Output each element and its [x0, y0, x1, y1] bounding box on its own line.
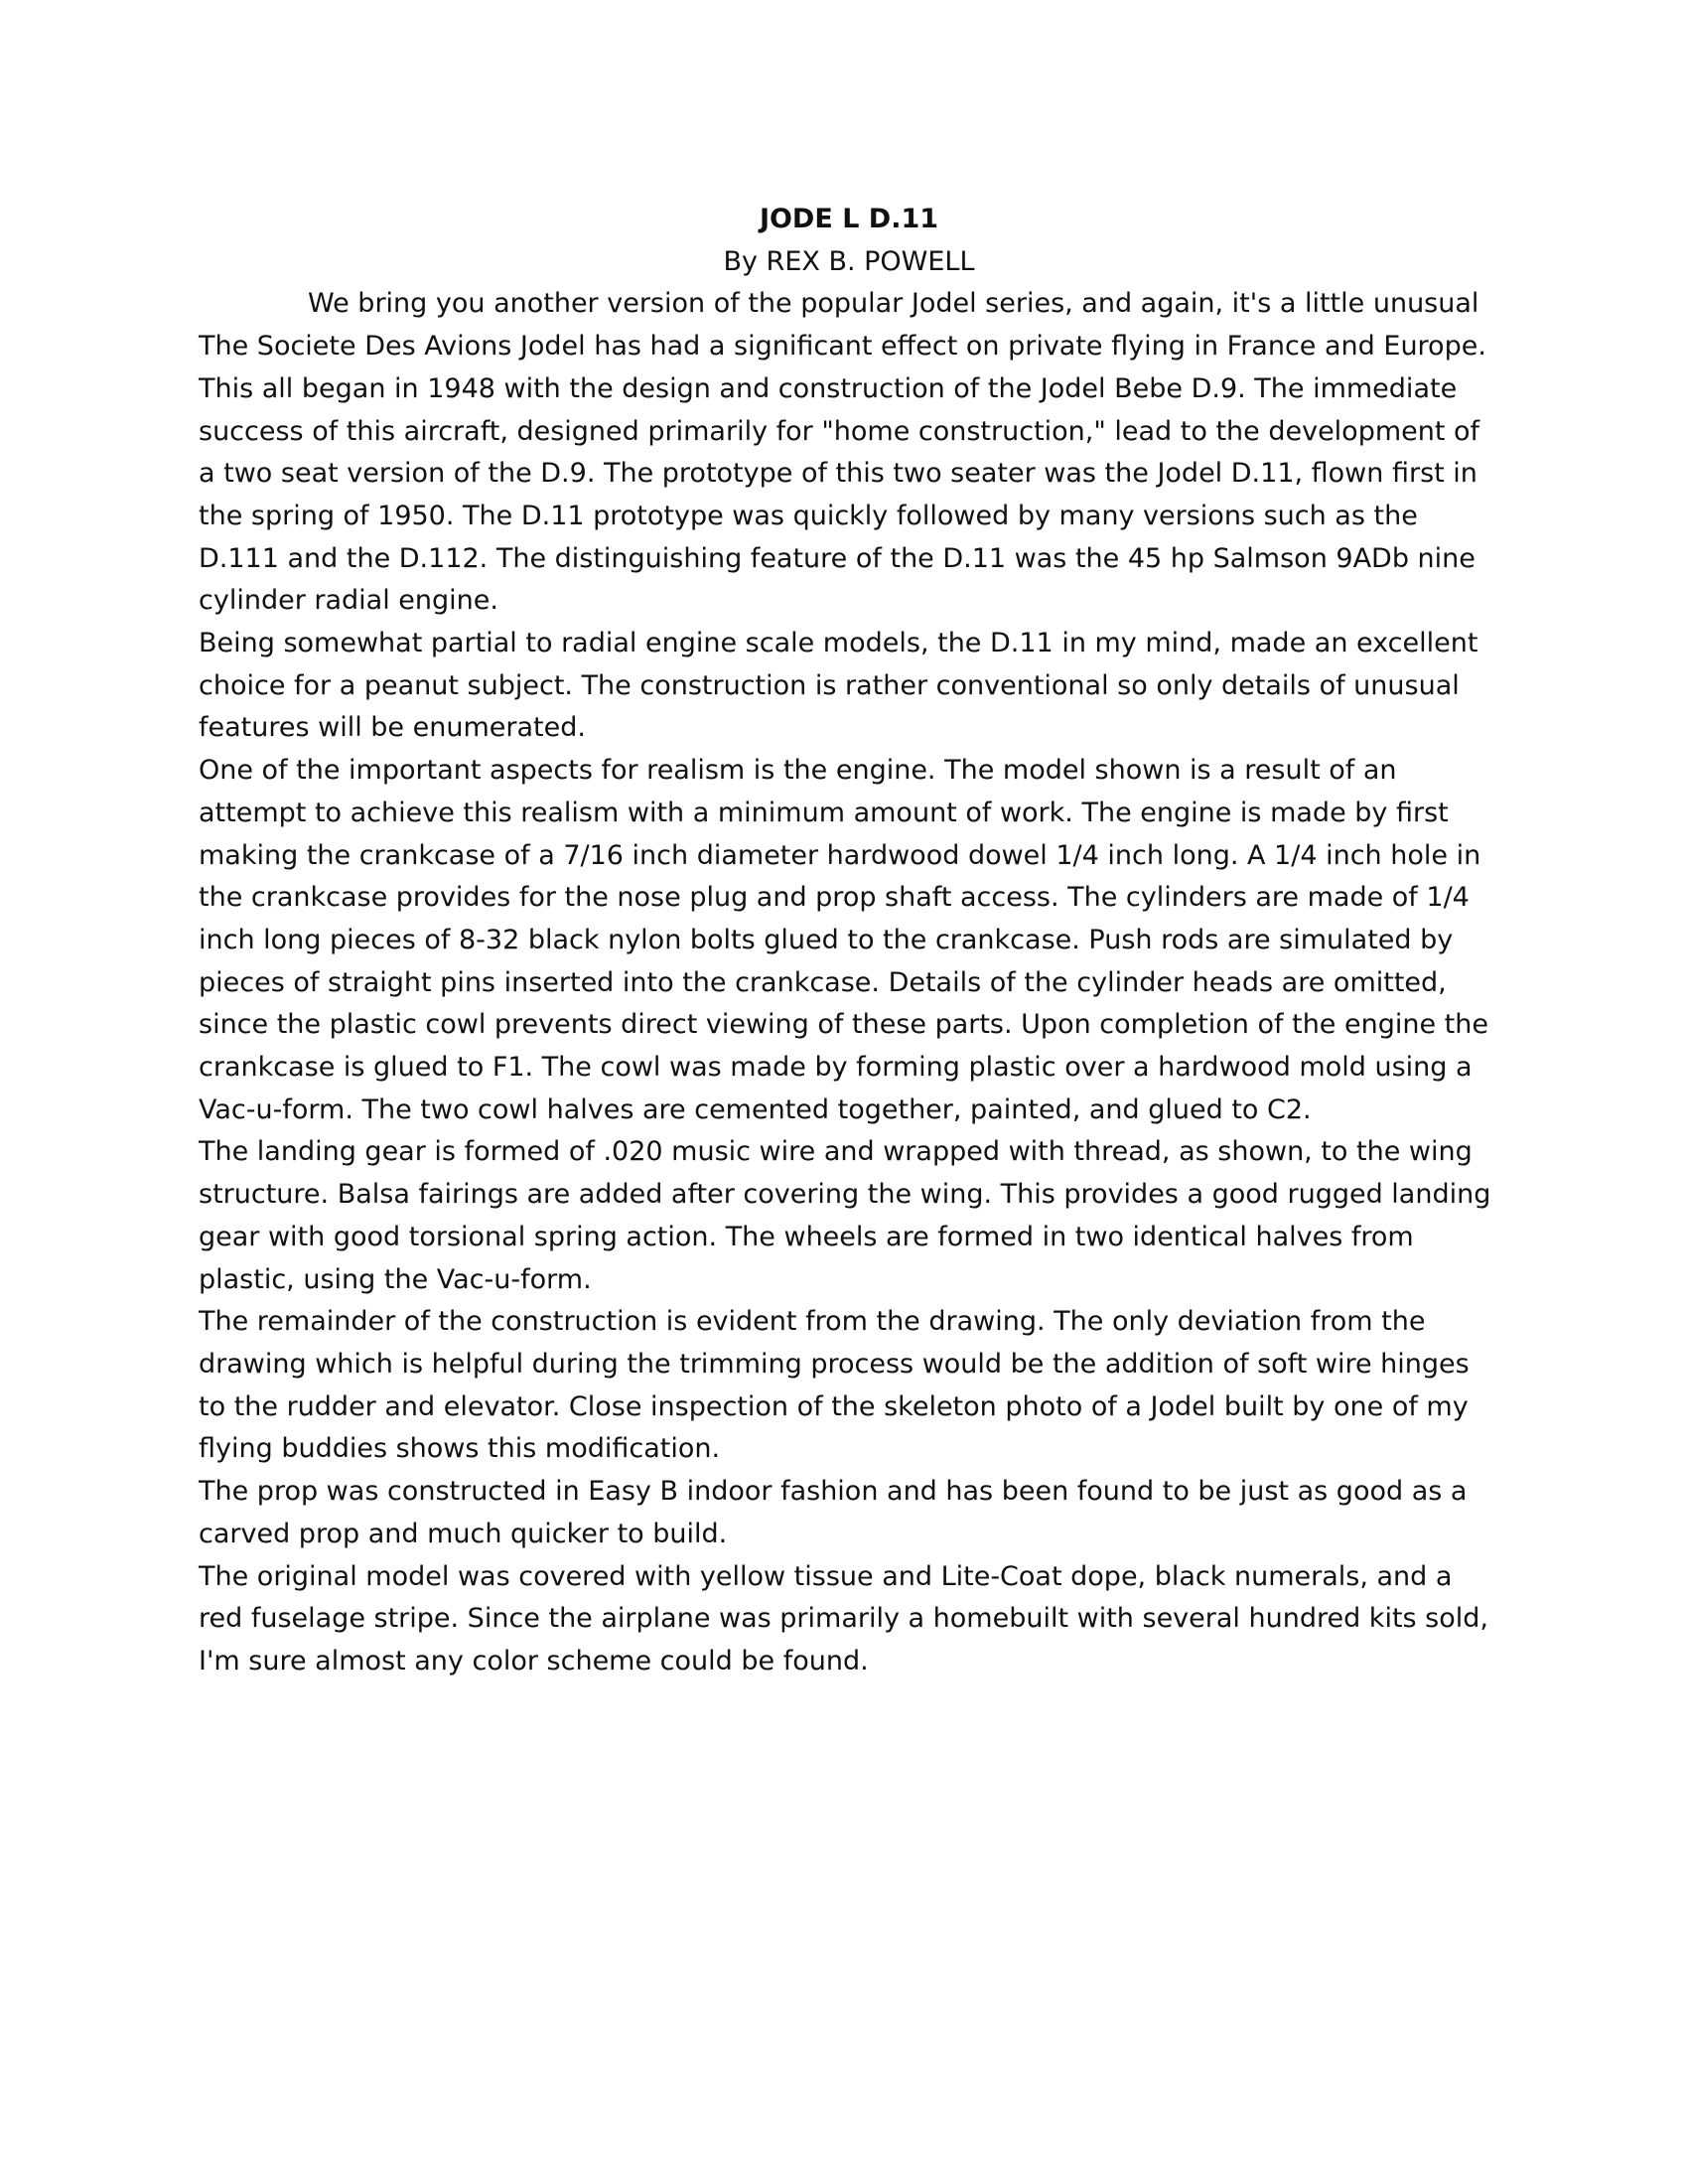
paragraph-landing-gear: The landing gear is formed of .020 music wire and wrapped with thread, as shown, to the wing structure. Balsa fairings are added after covering the wing. This provides a good rugged landing gear with good torsional spring action. The wheels are formed in two identical halves from plastic, using the Vac-u-form.	[199, 1136, 1491, 1295]
article-intro: We bring you another version of the popular Jodel series, and again, it's a little unusual	[308, 288, 1479, 320]
paragraph-history: The Societe Des Avions Jodel has had a significant effect on private flying in France and Europe. This all began in 1948 with the design and construction of the Jodel Bebe D.9. The immediate success of this aircraft, designed primarily for "home construction," lead to the development of a two seat version of the D.9. The prototype of this two seater was the Jodel D.11, flown first in the spring of 1950. The D.11 prototype was quickly followed by many versions such as the D.111 and the D.112. The distinguishing feature of the D.11 was the 45 hp Salmson 9ADb nine cylinder radial engine.	[199, 331, 1486, 617]
paragraph-finish: The original model was covered with yellow tissue and Lite-Coat dope, black numerals, and a red fuselage stripe. Since the airplane was primarily a homebuilt with several hundred kits sold, I'm sure almost any color scheme could be found.	[199, 1560, 1488, 1676]
paragraph-prop: The prop was constructed in Easy B indoor fashion and has been found to be just as good as a carved prop and much quicker to build.	[199, 1476, 1468, 1549]
article-body	[199, 199, 1499, 1683]
article-byline: By REX B. POWELL	[723, 245, 975, 277]
paragraph-engine: One of the important aspects for realism is the engine. The model shown is a result of an attempt to achieve this realism with a minimum amount of work. The engine is made by first making the crankcase of a 7/16 inch diameter hardwood dowel 1/4 inch long. A 1/4 inch hole in the crankcase provides for the nose plug and prop shaft access. The cylinders are made of 1/4 inch long pieces of 8-32 black nylon bolts glued to the crankcase. Push rods are simulated by pieces of straight pins inserted into the crankcase. Details of the cylinder heads are omitted, since the plastic cowl prevents direct viewing of these parts. Upon completion of the engine the crankcase is glued to F1. The cowl was made by forming plastic over a hardwood mold using a Vac-u-form. The two cowl halves are cemented together, painted, and glued to C2.	[199, 755, 1488, 1125]
paragraph-construction: The remainder of the construction is evident from the drawing. The only deviation from the drawing which is helpful during the trimming process would be the addition of soft wire hinges to the rudder and elevator. Close inspection of the skeleton photo of a Jodel built by one of my flying buddies shows this modification.	[199, 1306, 1470, 1465]
article-title: JODE L D.11	[759, 204, 939, 234]
paragraph-subject-choice: Being somewhat partial to radial engine scale models, the D.11 in my mind, made an excellent choice for a peanut subject. The construction is rather conventional so only details of unusual features will be enumerated.	[199, 628, 1478, 744]
